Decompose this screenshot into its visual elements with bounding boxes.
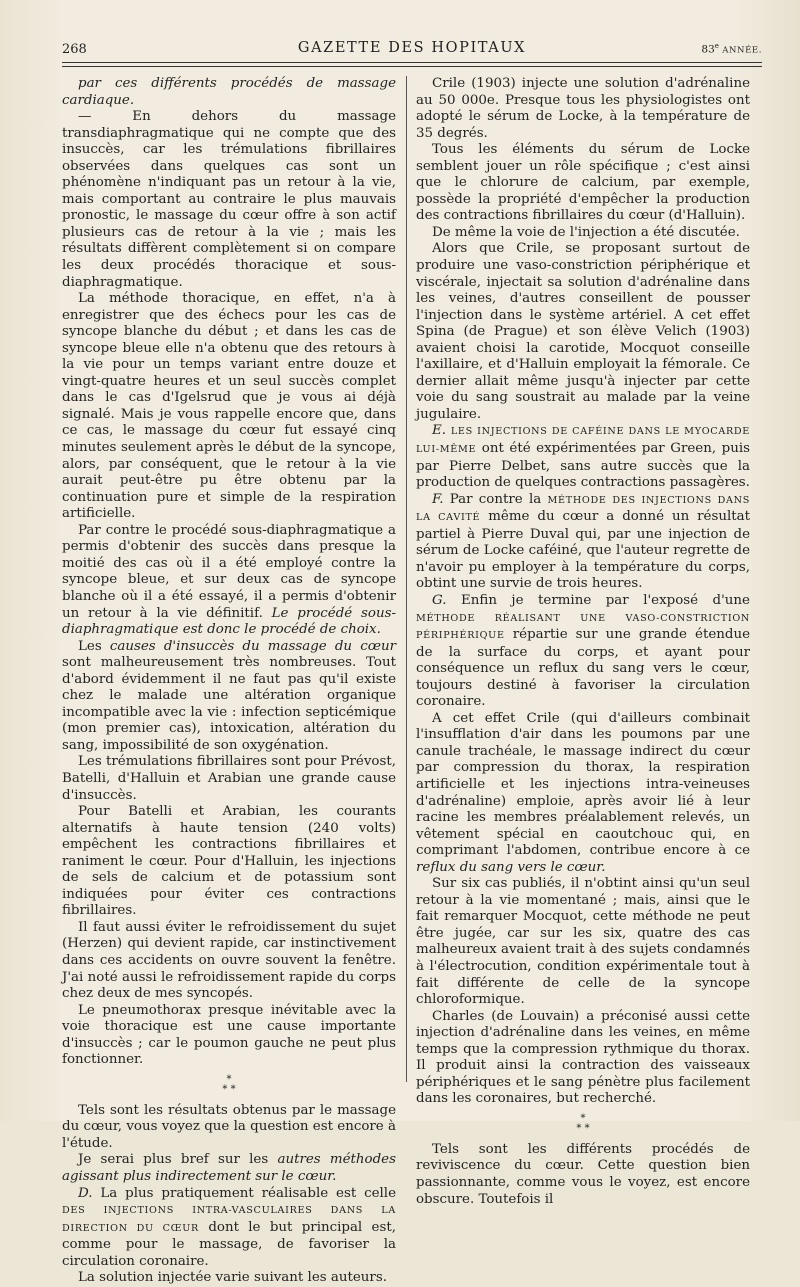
paragraph [62, 1186, 396, 1271]
section-separator [62, 1075, 396, 1095]
asterism-bottom: * * [222, 1083, 236, 1095]
paragraph: Tous les éléments du sérum de Locke semblent jouer un rôle spécifique ; c'est ainsi que le chlorure de calcium, par exemple, possède la propriété d'empêcher la production des contractions fibrillaires du cœur (d'Halluin). [416, 142, 750, 224]
small-caps-text: LES INJECTIONS DE CAFÉINE DANS LE MYOCARDE LUI-MÊME [416, 426, 750, 456]
small-caps-text: MÉTHODE DES INJECTIONS DANS LA CAVITÉ [416, 494, 751, 524]
paragraph: Alors que Crile, se proposant surtout de produire une vaso-constriction périphérique et viscérale, injectait sa solution d'adrénaline dans les veines, d'autres conseillent de pousser l'injection dans le système artériel. A cet effet Spina (de Prague) et son élève Velich (1903) avaient choisi la carotide, Mocquot conseille l'axillaire, et d'Halluin employait la fémorale. Ce dernier allait même jusqu'à injecter par cette voie du sang soustrait au malade par la veine jugulaire. [416, 241, 750, 422]
paragraph [62, 523, 396, 639]
paragraph [416, 593, 750, 711]
column-divider [406, 76, 407, 1082]
section-letter: F. [432, 491, 444, 507]
italic-text: autres méthodes agissant plus indirectement sur le cœur. [62, 1152, 396, 1184]
text: dont le but principal est, comme pour le massage, de favoriser la circulation coronaire. [62, 1219, 396, 1269]
running-header [62, 40, 762, 60]
paragraph: Crile (1903) injecte une solution d'adrénaline au 50 000e. Presque tous les physiologistes ont adopté le sérum de Locke, à la température de 35 degrés. [416, 76, 750, 141]
section-letter: E. [432, 423, 447, 439]
paragraph: — En dehors du massage transdiaphragmatique qui ne compte que des insuccès, car les trémulations fibrillaires observées dans quelques cas sont un phénomène n'indiquant pas un retour à la vie, mais comportant au contraire le plus mauvais pronostic, le massage du cœur offre à son actif plusieurs cas de retour à la vie ; mais les résultats diffèrent complètement si on compare les deux procédés thoracique et sous-diaphragmatique. [62, 109, 396, 290]
paragraph: Tels sont les différents procédés de reviviscence du cœur. Cette question bien passionnante, comme vous le voyez, est encore obscure. Toutefois il [416, 1141, 750, 1207]
paragraph: Il faut aussi éviter le refroidissement du sujet (Herzen) qui devient rapide, car instinctivement dans ces accidents on ouvre souvent la fenêtre. J'ai noté aussi le refroidissement rapide du corps chez deux de mes syncopés. [62, 919, 396, 1002]
section-letter: G. [432, 592, 447, 608]
text: A cet effet Crile (qui d'ailleurs combinait l'insufflation d'air dans les poumons par une canule trachéale, le massage indirect du cœur par compression du thorax, la respiration artificielle et les injections intra-veineuses d'adrénaline) emploie, après avoir lié à leur racine les membres préalablement relevés, un vêtement spécial en caoutchouc qui, en comprimant l'abdomen, contribue encore à ce [416, 710, 750, 859]
text: Je serai plus bref sur les [78, 1152, 269, 1168]
paragraph: La solution injectée varie suivant les auteurs. [78, 1270, 387, 1286]
issue-word: ANNÉE. [722, 45, 762, 56]
paragraph [416, 492, 750, 593]
page-number: 268 [62, 42, 87, 57]
text: même du cœur a donné un résultat partiel à Pierre Duval qui, par une injection de sérum de Locke caféiné, que l'auteur regrette de n'avoir pu employer à la température du corps, obtint une survie de trois heures. [416, 509, 750, 592]
paragraph: Sur six cas publiés, il n'obtint ainsi qu'un seul retour à la vie momentané ; mais, ainsi que le fait remarquer Mocquot, cette méthode ne peut être jugée, car sur les six, quatre des cas malheureux avaient trait à des sujets condamnés à l'électrocution, condition expérimentale tout à fait différente de celle de la syncope chloroformique. [416, 876, 750, 1008]
paragraph: La méthode thoracique, en effet, n'a à enregistrer que des échecs pour les cas de syncope blanche du début ; et dans les cas de syncope bleue elle n'a obtenu que des retours à la vie pour un temps variant entre douze et vingt-quatre heures et un seul succès complet dans le cas d'Igelsrud que je vous ai déjà signalé. Mais je vous rappelle encore que, dans ce cas, le massage du cœur fut essayé cinq minutes seulement après le début de la syncope, alors, par conséquent, que le retour à la vie aurait peut-être pu être obtenu par la continuation pure et simple de la respiration artificielle. [62, 291, 396, 522]
small-caps-text: DES INJECTIONS INTRA-VASCULAIRES DANS LA DIRECTION DU CŒUR [62, 1205, 396, 1234]
section-separator [416, 1114, 750, 1134]
issue-label [701, 42, 762, 56]
paragraph: Les trémulations fibrillaires sont pour Prévost, Batelli, d'Halluin et Arabian une grande cause d'insuccès. [62, 754, 396, 803]
journal-title: GAZETTE DES HOPITAUX [297, 40, 527, 56]
text: répartie sur une grande étendue de la surface du corps, et ayant pour conséquence un reflux du sang vers le cœur, toujours destiné à favoriser la circulation coronaire. [416, 627, 750, 710]
text: Par contre le procédé sous-diaphragmatique a permis d'obtenir des succès dans presque la moitié des cas où il a été employé contre la syncope bleue, et sur deux cas de syncope blanche où il a été essayé, il a permis d'obtenir un retour à la vie définitif. [62, 522, 396, 621]
paragraph: Le pneumothorax presque inévitable avec la voie thoracique est une cause importante d'insuccès ; car le poumon gauche ne peut plus fonctionner. [62, 1002, 396, 1068]
paragraph: Pour Batelli et Arabian, les courants alternatifs à haute tension (240 volts) empêchent les contractions fibrillaires et raniment le cœur. Pour d'Halluin, les injections de sels de calcium et de potassium sont indiquées pour éviter ces contractions fibrillaires. [62, 804, 396, 919]
text: sont malheureusement très nombreuses. Tout d'abord évidemment il ne faut pas qu'il existe chez le malade une altération organique incompatible avec la vie : infection septicémique (mon premier cas), intoxication, altération du sang, impossibilité de son oxygénation. [62, 655, 396, 753]
paragraph [416, 423, 750, 491]
italic-text: causes d'insuccès du massage du cœur [109, 638, 396, 654]
text: Les [78, 638, 102, 654]
paragraph [62, 639, 396, 755]
left-column [62, 76, 396, 1287]
right-column [416, 76, 750, 1208]
text: Enfin je termine par l'exposé d'une [460, 592, 750, 608]
section-letter: D. [78, 1185, 93, 1201]
issue-sup: e [714, 42, 719, 50]
paragraph [62, 76, 396, 109]
paragraph: Tels sont les résultats obtenus par le massage du cœur, vous voyez que la question est encore à l'étude. [62, 1102, 396, 1151]
asterism-top: * [580, 1112, 586, 1124]
asterism-top: * [226, 1073, 232, 1085]
issue-number: 83 [701, 43, 715, 56]
italic-text: Le procédé sous-diaphragmatique est donc le procédé de choix. [62, 605, 396, 638]
text: ont été expérimentées par Green, puis par Pierre Delbet, sans autre succès que la production de quelques contractions passagères. [416, 441, 750, 491]
asterism-bottom: * * [576, 1122, 590, 1134]
text: Par contre la [449, 491, 542, 507]
italic-text: par ces différents procédés de massage cardiaque. [62, 76, 396, 108]
text: La plus pratiquement réalisable est celle [100, 1185, 396, 1201]
paragraph [416, 711, 750, 876]
paragraph: Charles (de Louvain) a préconisé aussi cette injection d'adrénaline dans les veines, en même temps que la compression rythmique du thorax. Il produit ainsi la contraction des vaisseaux périphériques et le sang pénètre plus facilement dans les coronaires, but recherché. [416, 1008, 750, 1107]
header-rule-bottom [62, 66, 762, 67]
header-rule-top [62, 62, 762, 63]
small-caps-text: MÉTHODE RÉALISANT UNE VASO-CONSTRICTION PÉRIPHÉRIQUE [416, 612, 750, 642]
paragraph: De même la voie de l'injection a été discutée. [432, 224, 740, 240]
paragraph [62, 1152, 396, 1185]
italic-text: reflux du sang vers le cœur. [416, 859, 606, 875]
